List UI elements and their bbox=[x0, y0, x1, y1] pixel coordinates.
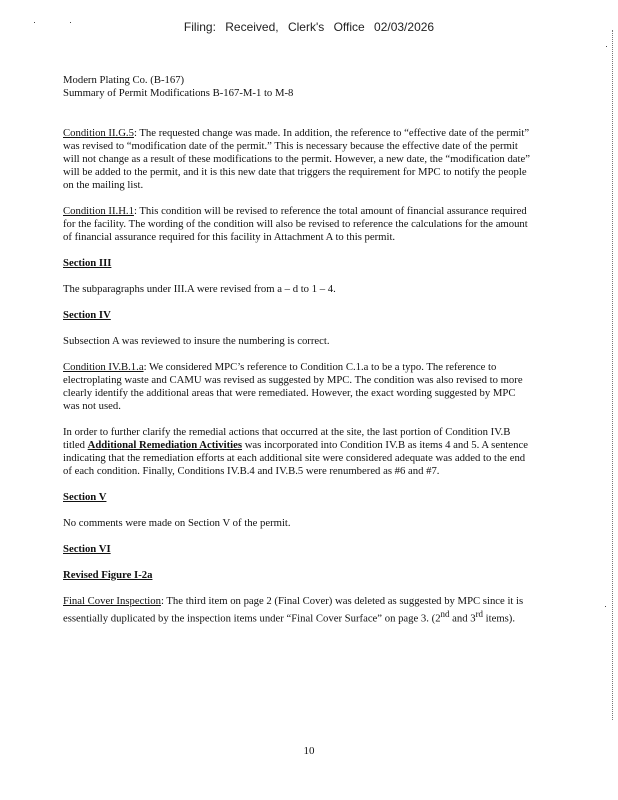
scan-speck bbox=[34, 22, 35, 23]
scan-edge bbox=[611, 30, 613, 720]
paragraph-text: items). bbox=[482, 612, 516, 625]
inspection-label: Final Cover Inspection bbox=[63, 595, 161, 607]
ordinal-suffix: nd bbox=[440, 609, 450, 619]
section-iii-heading: Section III bbox=[63, 257, 112, 269]
paragraph-condition-ivb1a bbox=[63, 361, 533, 413]
scan-speck bbox=[70, 22, 71, 23]
ordinal-number: 3 bbox=[470, 612, 476, 625]
paragraph-text: : We considered MPC’s reference to Condition C.1.a to be a typo. The reference to electroplating waste and CAMU was revised as suggested by MPC. The condition was also revised to more clearly identify the additional areas that were remediated. However, the exact wording suggested by MPC was not used. bbox=[63, 361, 523, 412]
ordinal-suffix: rd bbox=[475, 609, 483, 619]
scan-speck bbox=[606, 46, 607, 47]
paragraph-condition-iih1 bbox=[63, 205, 533, 244]
paragraph-text: : The requested change was made. In addition, the reference to “effective date of the permit” was revised to “modification date of the permit.” This is necessary because the effective date of the permit will not change as a result of these modifications to the permit. However, a new date, the “modification date” will be added to the permit, and it is this new date that triggers the requirement for MPC to notify the people on the mailing list. bbox=[63, 127, 530, 191]
condition-label: Condition II.G.5 bbox=[63, 127, 134, 139]
condition-label: Condition IV.B.1.a bbox=[63, 361, 144, 373]
paragraph-final-cover bbox=[63, 595, 533, 626]
paragraph-text: and bbox=[449, 612, 471, 625]
section-v-text: No comments were made on Section V of the permit. bbox=[63, 517, 291, 529]
scan-speck bbox=[605, 606, 606, 607]
paragraph-text: : This condition will be revised to reference the total amount of financial assurance required for the facility. The wording of the condition will also be revised to reference the calculations for the amount of financial assurance required for this facility in Attachment A to this permit. bbox=[63, 205, 528, 243]
ordinal-number: 2 bbox=[435, 612, 441, 625]
paragraph-remedial-actions bbox=[63, 426, 533, 478]
condition-label: Condition II.H.1 bbox=[63, 205, 134, 217]
page-number: 10 bbox=[303, 745, 315, 757]
section-v-heading: Section V bbox=[63, 491, 107, 503]
doc-title-line1: Modern Plating Co. (B-167) bbox=[63, 74, 185, 86]
figure-i2a-heading: Revised Figure I-2a bbox=[63, 569, 153, 581]
paragraph-text: was incorporated into Condition IV.B as items 4 and 5. A sentence indicating that the remediation efforts at each additional site were considered adequate was added to the end of each condition. Finally, Conditions IV.B.4 and IV.B.5 were renumbered as #6 and #7. bbox=[63, 439, 528, 477]
filing-stamp: Filing: Received, Clerk's Office 02/03/2026 bbox=[183, 20, 435, 34]
remediation-activities-title: Additional Remediation Activities bbox=[87, 439, 243, 451]
section-vi-heading: Section VI bbox=[63, 543, 111, 555]
paragraph-text: : The third item on page 2 (Final Cover) was deleted as suggested by MPC since it is essentially duplicated by the inspection items under “Final Cover Surface” on page 3. ( bbox=[63, 595, 524, 625]
section-iii-text: The subparagraphs under III.A were revised from a – d to 1 – 4. bbox=[63, 283, 336, 295]
section-iv-heading: Section IV bbox=[63, 309, 111, 321]
paragraph-text: In order to further clarify the remedial actions that occurred at the site, the last portion of Condition IV.B titled bbox=[63, 426, 511, 451]
document-body bbox=[63, 74, 533, 626]
doc-title-line2: Summary of Permit Modifications B-167-M-1 to M-8 bbox=[63, 87, 294, 99]
paragraph-condition-iig5 bbox=[63, 127, 533, 192]
section-iv-text: Subsection A was reviewed to insure the numbering is correct. bbox=[63, 335, 330, 347]
